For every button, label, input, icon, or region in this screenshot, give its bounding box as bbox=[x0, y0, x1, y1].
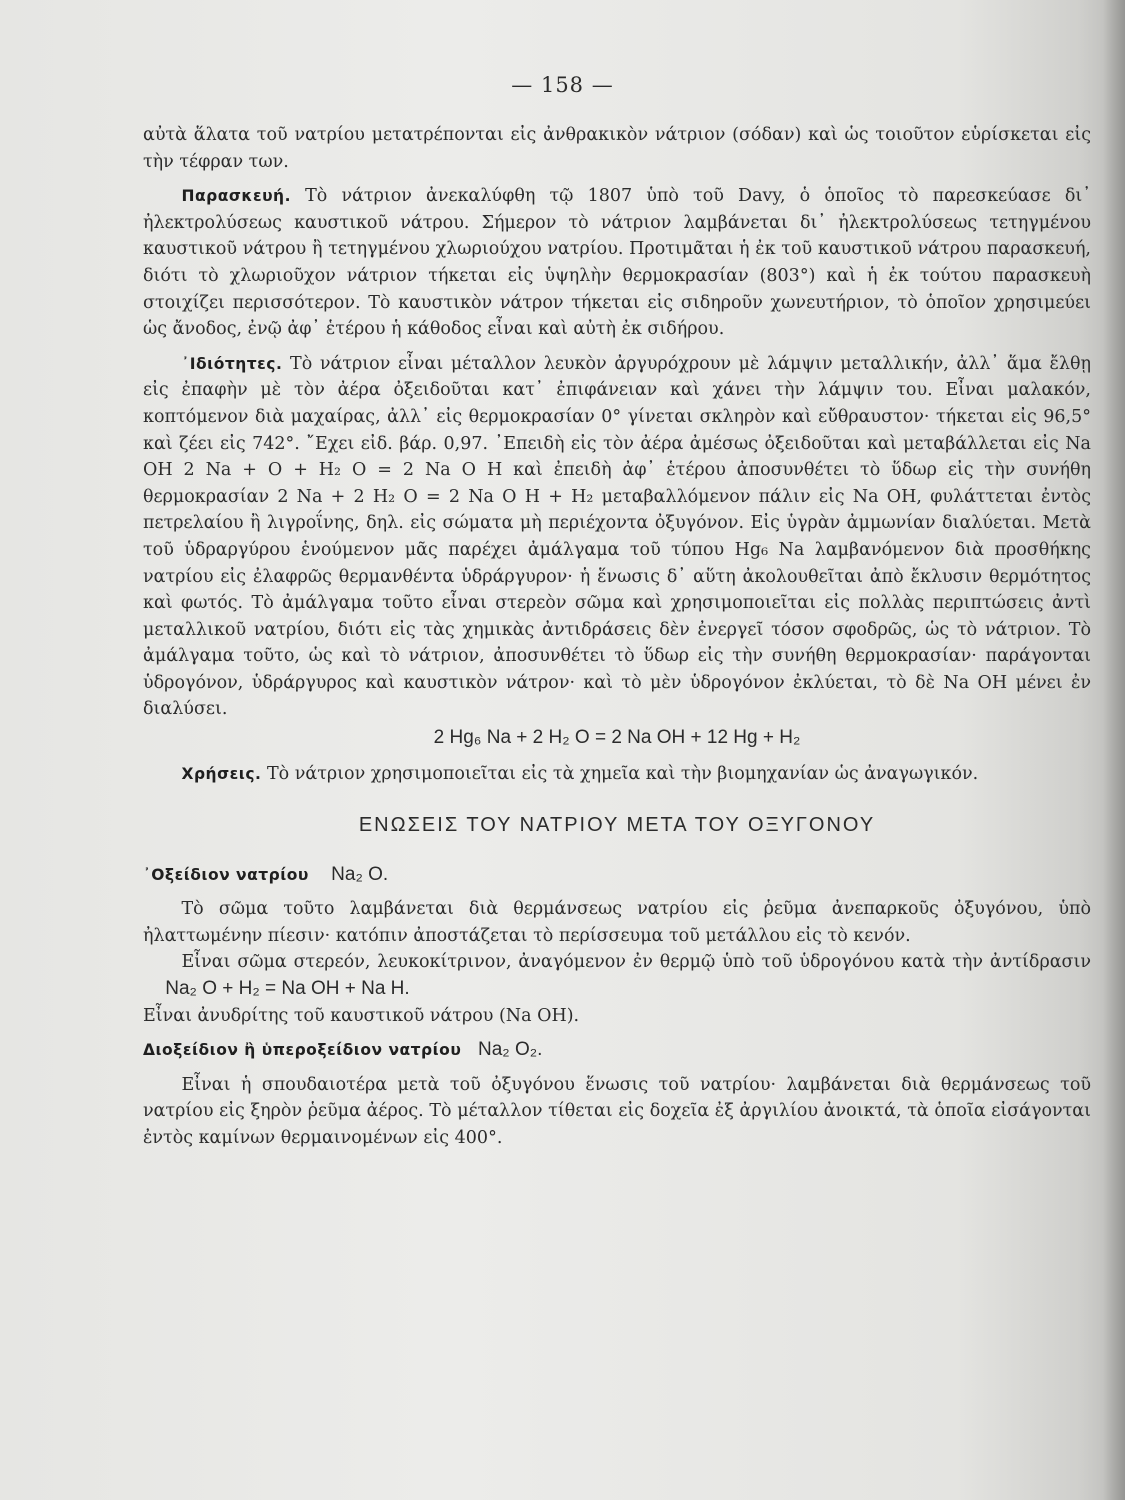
oxide-formula: Na₂ O. bbox=[331, 863, 389, 885]
dioxide-formula: Na₂ O₂. bbox=[478, 1039, 543, 1061]
dioxide-paragraph-1: Εἶναι ἡ σπουδαιοτέρα μετὰ τοῦ ὀξυγόνου ἕνωσις τοῦ νατρίου· λαμβάνεται διὰ θερμάνσεως τοῦ νατρίου εἰς ξηρὸν ῥεῦμα ἀέρος. Τὸ μέταλλον τίθεται εἰς δοχεῖα ἐξ ἀργιλίου ἀνοικτά, τὰ ὁποῖα εἰσάγονται ἐντὸς καμίνων θερμαινομένων εἰς 400°. bbox=[143, 1074, 1091, 1148]
section-title: ΕΝΩΣΕΙΣ ΤΟΥ ΝΑΤΡΙΟΥ ΜΕΤΑ ΤΟΥ ΟΞΥΓΟΝΟΥ bbox=[358, 813, 876, 836]
dioxide-heading: Διοξείδιον ἢ ὑπεροξείδιον νατρίου bbox=[143, 1041, 462, 1060]
properties-paragraph bbox=[143, 351, 1091, 723]
page-number: — 158 — bbox=[511, 73, 614, 97]
amalgam-equation: 2 Hg₆ Na + 2 H₂ O = 2 Na OH + 12 Hg + H₂ bbox=[433, 727, 801, 749]
uses-text: Τὸ νάτριον χρησιμοποιεῖται εἰς τὰ χημεῖα καὶ τὴν βιομηχανίαν ὡς ἀναγωγικόν. bbox=[261, 764, 979, 785]
properties-text: Τὸ νάτριον εἶναι μέταλλον λευκὸν ἀργυρόχρουν μὲ λάμψιν μεταλλικήν, ἀλλ᾿ ἅμα ἔλθῃ εἰς ἐπαφὴν μὲ τὸν ἀέρα ὀξειδοῦται κατ᾿ ἐπιφάνειαν καὶ χάνει τὴν λάμψιν του. Εἶναι μαλακόν, κοπτόμενον διὰ μαχαίρας, ἀλλ᾿ εἰς θερμοκρασίαν 0° γίνεται σκληρὸν καὶ εὔθραυστον· τήκεται εἰς 96,5° καὶ ζέει εἰς 742°. ῎Εχει εἰδ. βάρ. 0,97. ᾿Επειδὴ εἰς τὸν ἀέρα ἀμέσως ὀξειδοῦται καὶ μεταβάλλεται εἰς Na OH 2 Na + O + H₂ O = 2 Na O H καὶ ἐπειδὴ ἀφ᾿ ἑτέρου ἀποσυνθέτει τὸ ὕδωρ εἰς τὴν συνήθη θερμοκρασίαν 2 Na + 2 H₂ O = 2 Na O H + H₂ μεταβαλλόμενον πάλιν εἰς Na OH, φυλάττεται ἐντὸς πετρελαίου ἢ λιγροΐνης, δηλ. εἰς σώματα μὴ περιέχοντα ὀξυγόνον. Εἰς ὑγρὰν ἀμμωνίαν διαλύεται. Μετὰ τοῦ ὑδραργύρου ἑνούμενον μᾶς παρέχει ἀμάλγαμα τοῦ τύπου Hg₆ Na λαμβανόμενον διὰ προσθήκης νατρίου εἰς ἐλαφρῶς θερμανθέντα ὑδράργυρον· ἡ ἕνωσις δ᾿ αὕτη ἀκολουθεῖται ἀπὸ ἔκλυσιν θερμότητος καὶ φωτός. Τὸ ἀμάλγαμα τοῦτο εἶναι στερεὸν σῶμα καὶ χρησιμοποιεῖται εἰς πολλὰς περιπτώσεις ἀντὶ μεταλλικοῦ νατρίου, διότι εἰς τὰς χημικὰς ἀντιδράσεις δὲν ἐνεργεῖ τόσον σφοδρῶς, ὡς τὸ νάτριον. Τὸ ἀμάλγαμα τοῦτο, ὡς καὶ τὸ νάτριον, ἀποσυνθέτει τὸ ὕδωρ εἰς τὴν συνήθη θερμοκρασίαν· παράγονται ὑδρογόνον, ὑδράργυρος καὶ καυστικὸν νάτρον· καὶ τὸ μὲν ὑδρογόνον ἐκλύεται, τὸ δὲ Na OH μένει ἐν διαλύσει. bbox=[143, 353, 1091, 720]
oxide-paragraph-1: Τὸ σῶμα τοῦτο λαμβάνεται διὰ θερμάνσεως νατρίου εἰς ῥεῦμα ἀνεπαρκοῦς ὀξυγόνου, ὑπὸ ἠλαττωμένην πίεσιν· κατόπιν ἀποστάζεται τὸ περίσσευμα τοῦ μετάλλου εἰς τὸ κενόν. bbox=[143, 899, 1091, 946]
dioxide-heading-line bbox=[143, 1037, 1091, 1064]
preparation-paragraph bbox=[143, 183, 1091, 343]
page-edge-shadow bbox=[1103, 0, 1125, 1500]
uses-heading: Χρήσεις. bbox=[181, 765, 262, 784]
oxide-p2-text: Εἶναι σῶμα στερεόν, λευκοκίτρινον, ἀναγόμενον ἐν θερμῷ ὑπὸ τοῦ ὑδρογόνου κατὰ τὴν ἀντίδρασιν bbox=[181, 952, 1091, 973]
oxide-paragraph-2 bbox=[143, 949, 1091, 1002]
preparation-heading: Παρασκευή. bbox=[181, 187, 291, 206]
oxide-heading-line bbox=[143, 862, 1091, 889]
properties-heading: ᾿Ιδιότητες. bbox=[181, 354, 283, 373]
uses-paragraph bbox=[143, 761, 1091, 788]
oxide-reaction: Na₂ O + H₂ = Na OH + Na H. bbox=[165, 978, 410, 1000]
preparation-text: Τὸ νάτριον ἀνεκαλύφθη τῷ 1807 ὑπὸ τοῦ Davy, ὁ ὁποῖος τὸ παρεσκεύασε δι᾿ ἠλεκτρολύσεως καυστικοῦ νάτρου. Σήμερον τὸ νάτριον λαμβάνεται δι᾿ ἠλεκτρολύσεως τετηγμένου καυστικοῦ νάτρου ἢ τετηγμένου χλωριούχου νατρίου. Προτιμᾶται ἡ ἐκ τοῦ καυστικοῦ νάτρου παρασκευή, διότι τὸ χλωριοῦχον νάτριον τήκεται εἰς ὑψηλὴν θερμοκρασίαν (803°) καὶ ἡ ἐκ τούτου παρασκευὴ στοιχίζει περισσότερον. Τὸ καυστικὸν νάτρον τήκεται εἰς σιδηροῦν χωνευτήριον, τὸ ὁποῖον χρησιμεύει ὡς ἄνοδος, ἐνῷ ἀφ᾿ ἑτέρου ἡ κάθοδος εἶναι καὶ αὐτὴ ἐκ σιδήρου. bbox=[143, 186, 1091, 340]
page-content bbox=[143, 122, 1091, 1152]
continuation-paragraph: αὐτὰ ἅλατα τοῦ νατρίου μετατρέπονται εἰς ἀνθρακικὸν νάτριον (σόδαν) καὶ ὡς τοιοῦτον εὑρίσκεται εἰς τὴν τέφραν των. bbox=[143, 125, 1091, 172]
oxide-paragraph-3: Εἶναι ἀνυδρίτης τοῦ καυστικοῦ νάτρου (Na OH). bbox=[143, 1005, 580, 1026]
oxide-heading: ᾿Οξείδιον νατρίου bbox=[143, 865, 309, 884]
